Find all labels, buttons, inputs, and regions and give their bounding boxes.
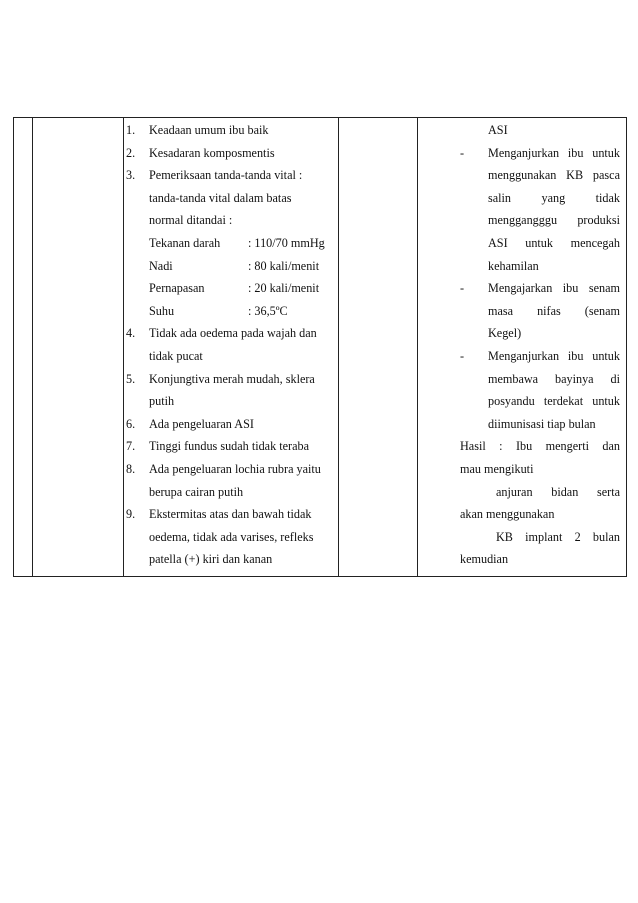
- result-line: [460, 548, 620, 571]
- plan-column: [460, 118, 620, 571]
- bullet-dash: -: [460, 145, 465, 160]
- item-text: tidak pucat: [149, 348, 203, 363]
- item-text: patella (+) kiri dan kanan: [149, 552, 273, 567]
- item-text: Tinggi fundus sudah tidak teraba: [149, 439, 310, 454]
- column-divider: [32, 118, 33, 576]
- result-text: kemudian: [460, 552, 509, 567]
- plan-text: membawa bayinya di: [488, 371, 620, 386]
- list-item: [126, 345, 336, 368]
- result-line: [460, 481, 620, 504]
- vital-sign-label: Pernapasan: [149, 281, 205, 296]
- bullet-dash: -: [460, 348, 465, 363]
- list-item: [126, 119, 336, 142]
- result-text: Hasil : Ibu mengerti dan: [460, 439, 620, 454]
- list-item: [126, 142, 336, 165]
- plan-line: [460, 187, 620, 210]
- plan-line: [460, 413, 620, 436]
- result-text: akan menggunakan: [460, 507, 555, 522]
- item-text: Ekstermitas atas dan bawah tidak: [149, 507, 312, 522]
- list-item: [126, 164, 336, 187]
- list-item: [126, 458, 336, 481]
- plan-text: masa nifas (senam: [488, 303, 620, 318]
- plan-text: ASI: [488, 123, 508, 137]
- vital-sign-value: : 110/70 mmHg: [248, 235, 325, 250]
- plan-text: posyandu terdekat untuk: [488, 394, 620, 409]
- list-item: [126, 209, 336, 232]
- item-text: Ada pengeluaran ASI: [149, 416, 254, 431]
- list-item: [126, 548, 336, 571]
- item-text: putih: [149, 394, 175, 409]
- vital-sign-label: Suhu: [149, 303, 175, 318]
- item-text: Ada pengeluaran lochia rubra yaitu: [149, 461, 321, 476]
- bullet-dash: -: [460, 281, 465, 296]
- result-text: anjuran bidan serta: [496, 484, 620, 499]
- list-item: [126, 526, 336, 549]
- vital-sign-value: : 36,5ºC: [248, 303, 288, 318]
- result-text: mau mengikuti: [460, 461, 534, 476]
- list-item: [126, 413, 336, 436]
- item-number: 8.: [126, 461, 136, 476]
- item-number: 1.: [126, 123, 136, 137]
- plan-line: [460, 322, 620, 345]
- plan-text: Menganjurkan ibu untuk: [488, 348, 620, 363]
- item-number: 2.: [126, 145, 136, 160]
- item-number: 3.: [126, 168, 136, 183]
- plan-text: diimunisasi tiap bulan: [488, 416, 596, 431]
- plan-line: [460, 277, 620, 300]
- plan-text: kehamilan: [488, 258, 539, 273]
- plan-line: [460, 345, 620, 368]
- item-text: berupa cairan putih: [149, 484, 244, 499]
- vital-sign-value: : 20 kali/menit: [248, 281, 320, 296]
- list-item: [126, 435, 336, 458]
- item-number: 7.: [126, 439, 136, 454]
- column-divider: [417, 118, 418, 576]
- objective-findings-column: [126, 118, 336, 571]
- item-text: Konjungtiva merah mudah, sklera: [149, 371, 315, 386]
- plan-line: [460, 300, 620, 323]
- plan-line: [460, 232, 620, 255]
- item-text: normal ditandai :: [149, 213, 233, 228]
- item-number: 5.: [126, 371, 136, 386]
- item-text: Keadaan umum ibu baik: [149, 123, 269, 137]
- item-number: 9.: [126, 507, 136, 522]
- column-divider: [123, 118, 124, 576]
- vital-sign-row: [126, 300, 336, 323]
- item-text: Pemeriksaan tanda-tanda vital :: [149, 168, 303, 183]
- plan-line: [460, 119, 620, 142]
- result-line: [460, 435, 620, 458]
- item-text: Kesadaran komposmentis: [149, 145, 275, 160]
- item-text: Tidak ada oedema pada wajah dan: [149, 326, 317, 341]
- plan-text: Menganjurkan ibu untuk: [488, 145, 620, 160]
- plan-line: [460, 390, 620, 413]
- plan-text: salin yang tidak: [488, 190, 620, 205]
- list-item: [126, 322, 336, 345]
- result-line: [460, 526, 620, 549]
- item-number: 4.: [126, 326, 136, 341]
- result-text: KB implant 2 bulan: [496, 529, 620, 544]
- list-item: [126, 187, 336, 210]
- vital-sign-row: [126, 232, 336, 255]
- result-line: [460, 458, 620, 481]
- plan-line: [460, 164, 620, 187]
- plan-text: menggangggu produksi: [488, 213, 620, 228]
- list-item: [126, 368, 336, 391]
- column-divider: [338, 118, 339, 576]
- plan-line: [460, 142, 620, 165]
- item-text: oedema, tidak ada varises, refleks: [149, 529, 314, 544]
- item-number: 6.: [126, 416, 136, 431]
- plan-line: [460, 209, 620, 232]
- plan-line: [460, 255, 620, 278]
- vital-sign-value: : 80 kali/menit: [248, 258, 320, 273]
- assessment-table: [13, 117, 627, 577]
- plan-text: ASI untuk mencegah: [488, 235, 620, 250]
- plan-text: Kegel): [488, 326, 522, 341]
- list-item: [126, 481, 336, 504]
- list-item: [126, 390, 336, 413]
- vital-sign-label: Nadi: [149, 258, 173, 273]
- item-text: tanda-tanda vital dalam batas: [149, 190, 292, 205]
- vital-sign-label: Tekanan darah: [149, 235, 221, 250]
- result-line: [460, 503, 620, 526]
- plan-text: menggunakan KB pasca: [488, 168, 620, 183]
- list-item: [126, 503, 336, 526]
- plan-line: [460, 368, 620, 391]
- vital-sign-row: [126, 255, 336, 278]
- plan-text: Mengajarkan ibu senam: [488, 281, 620, 296]
- vital-sign-row: [126, 277, 336, 300]
